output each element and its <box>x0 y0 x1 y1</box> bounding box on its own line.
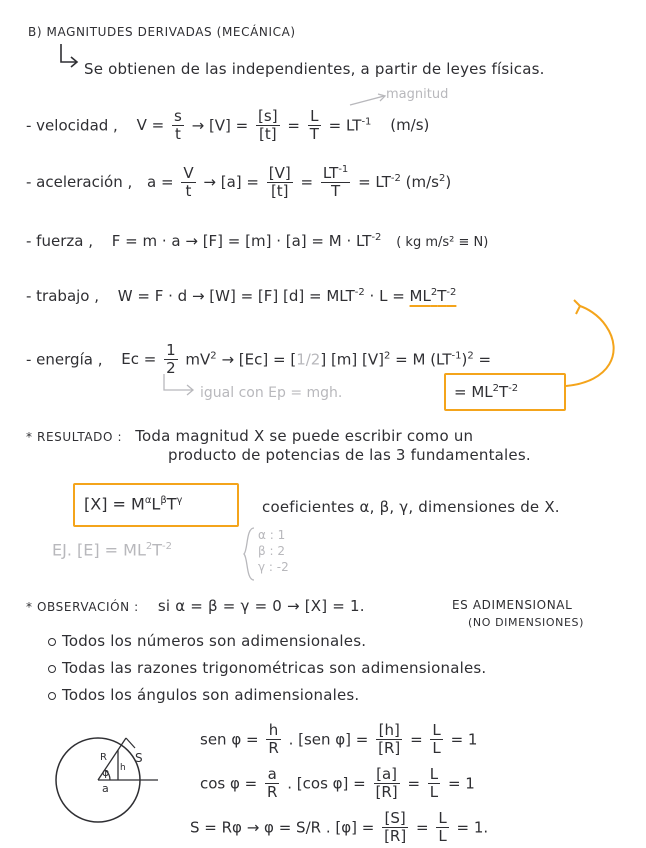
label-S: S <box>135 751 143 765</box>
bullet-icon <box>48 692 56 700</box>
label-phi: φ <box>102 766 110 779</box>
example-exponents: α : 1 β : 2 γ : -2 <box>258 528 289 574</box>
trabajo-result: $ML^2T^{-2}$ <box>409 287 457 305</box>
energia-result: = $ML^2T^{-2}$ <box>454 383 519 401</box>
magnitud-note: magnitud <box>386 87 449 102</box>
bullet-numeros: Todos los números son adimensionales. <box>48 634 366 649</box>
row-aceleracion: - aceleración , a = $\frac{V}{t}$ → [a] = $\frac{[V]}{[t]}$ = $\frac{LT^{-1}}{T}$ = $LT^{-2}$ $(m/s^2)$ <box>26 163 452 201</box>
bullet-razones: Todas las razones trigonométricas son adimensionales. <box>48 661 486 676</box>
row-energia: - energía , Ec = $\frac{1}{2}$ $mV^2 \to [Ec] = [1/2]$ [m] $[V]^2 = M$ $(LT^{-1})^2$ = <box>26 341 492 378</box>
row-trabajo: - trabajo , W = F · d → [W] = [F] $[d] = MLT^{-2} \cdot L = ML^2T^{-2}$ <box>26 287 457 305</box>
observacion-block: * OBSERVACIÓN : si α = β = γ = 0 → [X] = 1. <box>26 597 365 615</box>
label-a: a <box>102 782 109 795</box>
section-title: B) MAGNITUDES DERIVADAS (MECÁNICA) <box>28 25 296 39</box>
row-sen: sen φ = $\frac{h}{R}$ . [sen φ] = $\frac{[h]}{[R]}$ = $\frac{L}{L}$ = 1 <box>200 721 478 758</box>
row-arc: S = Rφ → φ = S/R . [φ] = $\frac{[S]}{[R]}$ = $\frac{L}{L}$ = 1. <box>190 809 489 846</box>
return-arrow-icon <box>58 42 80 72</box>
label-R: R <box>100 752 107 763</box>
adimensional-label: ES ADIMENSIONAL <box>452 598 573 612</box>
bullet-angulos: Todos los ángulos son adimensionales. <box>48 688 359 703</box>
brace-icon <box>242 526 256 582</box>
coeficientes-text: coeficientes α, β, γ, dimensiones de X. <box>262 498 560 516</box>
section-subtitle: Se obtienen de las independientes, a partir de leyes físicas. <box>84 60 545 78</box>
circle-angle-diagram <box>40 730 160 830</box>
row-cos: cos φ = $\frac{a}{R}$ . [cos φ] = $\frac{[a]}{[R]}$ = $\frac{L}{L}$ = 1 <box>200 765 475 802</box>
note-arrow-icon <box>160 372 200 398</box>
row-fuerza: - fuerza , $F = m \cdot a \to [F] = [m] \cdot [a] = M \cdot LT^{-2}$ ( kg m/s² ≡ N) <box>26 232 489 250</box>
example-formula: EJ. $[E] = ML^2T^{-2}$ <box>52 540 173 560</box>
energia-note: igual con Ep = mgh. <box>200 385 343 401</box>
bullet-icon <box>48 665 56 673</box>
bullet-icon <box>48 638 56 646</box>
resultado-block: * RESULTADO : Toda magnitud X se puede escribir como un <box>26 427 474 445</box>
label-h: h <box>120 763 126 773</box>
resultado-line2: producto de potencias de las 3 fundamentales. <box>168 446 531 464</box>
no-dimensiones-label: (NO DIMENSIONES) <box>468 616 584 629</box>
annotation-arrow-icon <box>348 92 388 108</box>
general-formula: $[X] = M^\alpha L^\beta T^\gamma$ <box>84 494 183 514</box>
row-velocidad: - velocidad , V = $\frac{s}{t}$ → [V] = $\frac{[s]}{[t]}$ = $\frac{L}{T}$ = $LT^{-1}$ (m/s) <box>26 107 430 144</box>
